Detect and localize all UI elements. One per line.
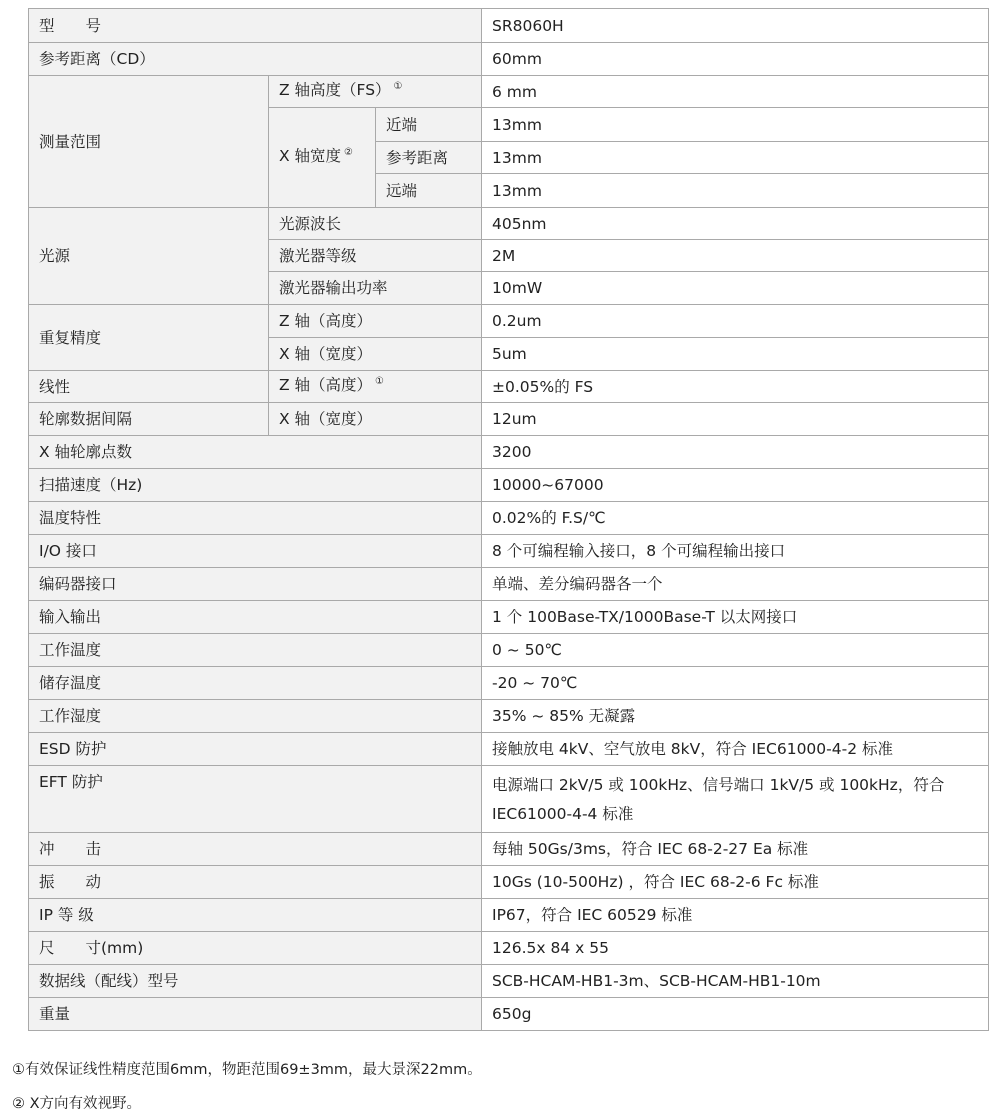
cd-label: 参考距离（CD） (29, 43, 482, 76)
table-row (29, 9, 989, 43)
model-value: SR8060H (482, 9, 989, 43)
near-label: 近端 (376, 108, 482, 142)
table-row (29, 208, 989, 240)
vibration-value: 10Gs (10-500Hz) ，符合 IEC 68-2-6 Fc 标准 (482, 866, 989, 899)
model-label: 型 号 (29, 9, 482, 43)
table-row (29, 766, 989, 833)
work-temp-label: 工作温度 (29, 634, 482, 667)
temp-characteristic-value: 0.02%的 F.S/℃ (482, 502, 989, 535)
z-height-cell (269, 76, 482, 108)
table-row (29, 535, 989, 568)
table-row (29, 932, 989, 965)
repeat-x-value: 5um (482, 338, 989, 371)
shock-value: 每轴 50Gs/3ms，符合 IEC 68-2-27 Ea 标准 (482, 833, 989, 866)
footnote-mark-1: ① (393, 81, 403, 92)
repeat-z-value: 0.2um (482, 305, 989, 338)
linearity-sub-label: Z 轴（高度） (279, 376, 373, 394)
in-out-value: 1 个 100Base-TX/1000Base-T 以太网接口 (482, 601, 989, 634)
x-width-label: X 轴宽度 (279, 147, 342, 165)
humidity-label: 工作湿度 (29, 700, 482, 733)
eft-value-line2: IEC61000-4-4 标准 (492, 805, 634, 823)
wavelength-label: 光源波长 (269, 208, 482, 240)
table-row (29, 998, 989, 1031)
eft-value-cell (482, 766, 989, 833)
weight-value: 650g (482, 998, 989, 1031)
encoder-value: 单端、差分编码器各一个 (482, 568, 989, 601)
measure-range-label: 测量范围 (29, 76, 269, 208)
x-points-value: 3200 (482, 436, 989, 469)
table-row (29, 833, 989, 866)
spec-table (28, 8, 989, 1031)
cable-value: SCB-HCAM-HB1-3m、SCB-HCAM-HB1-10m (482, 965, 989, 998)
linearity-label: 线性 (29, 371, 269, 403)
profile-interval-label: 轮廓数据间隔 (29, 403, 269, 436)
table-row (29, 371, 989, 403)
repeatability-label: 重复精度 (29, 305, 269, 371)
esd-label: ESD 防护 (29, 733, 482, 766)
weight-label: 重量 (29, 998, 482, 1031)
store-temp-value: -20 ~ 70℃ (482, 667, 989, 700)
footnote-mark-1b: ① (375, 376, 385, 387)
ip-value: IP67，符合 IEC 60529 标准 (482, 899, 989, 932)
table-row (29, 866, 989, 899)
light-source-label: 光源 (29, 208, 269, 305)
work-temp-value: 0 ~ 50℃ (482, 634, 989, 667)
scan-speed-label: 扫描速度（Hz) (29, 469, 482, 502)
footnote-mark-2: ② (344, 147, 354, 158)
table-row (29, 502, 989, 535)
ip-label: IP 等 级 (29, 899, 482, 932)
table-row (29, 700, 989, 733)
io-value: 8 个可编程输入接口，8 个可编程输出接口 (482, 535, 989, 568)
cd-value: 60mm (482, 43, 989, 76)
ref-distance-value: 13mm (482, 142, 989, 174)
near-value: 13mm (482, 108, 989, 142)
store-temp-label: 储存温度 (29, 667, 482, 700)
table-row (29, 965, 989, 998)
z-height-value: 6 mm (482, 76, 989, 108)
far-label: 远端 (376, 174, 482, 208)
table-row (29, 305, 989, 338)
table-row (29, 634, 989, 667)
linearity-value: ±0.05%的 FS (482, 371, 989, 403)
humidity-value: 35% ~ 85% 无凝露 (482, 700, 989, 733)
footnote-2: ② X方向有效视野。 (12, 1096, 142, 1112)
linearity-sub-cell (269, 371, 482, 403)
table-row (29, 76, 989, 108)
repeat-z-label: Z 轴（高度） (269, 305, 482, 338)
table-row (29, 436, 989, 469)
footnote-1: ①有效保证线性精度范围6mm，物距范围69±3mm，最大景深22mm。 (12, 1062, 482, 1078)
in-out-label: 输入输出 (29, 601, 482, 634)
table-row (29, 403, 989, 436)
table-row (29, 601, 989, 634)
x-points-label: X 轴轮廓点数 (29, 436, 482, 469)
vibration-label: 振 动 (29, 866, 482, 899)
z-height-label: Z 轴高度（FS） (279, 81, 391, 99)
table-row (29, 667, 989, 700)
scan-speed-value: 10000~67000 (482, 469, 989, 502)
io-label: I/O 接口 (29, 535, 482, 568)
size-label: 尺 寸(mm) (29, 932, 482, 965)
far-value: 13mm (482, 174, 989, 208)
ref-distance-label: 参考距离 (376, 142, 482, 174)
laser-power-label: 激光器输出功率 (269, 272, 482, 305)
esd-value: 接触放电 4kV、空气放电 8kV，符合 IEC61000-4-2 标准 (482, 733, 989, 766)
table-row (29, 469, 989, 502)
shock-label: 冲 击 (29, 833, 482, 866)
wavelength-value: 405nm (482, 208, 989, 240)
temp-characteristic-label: 温度特性 (29, 502, 482, 535)
size-value: 126.5x 84 x 55 (482, 932, 989, 965)
repeat-x-label: X 轴（宽度） (269, 338, 482, 371)
profile-interval-sub-label: X 轴（宽度） (269, 403, 482, 436)
encoder-label: 编码器接口 (29, 568, 482, 601)
x-width-cell (269, 108, 376, 208)
table-row (29, 899, 989, 932)
eft-value-line1: 电源端口 2kV/5 或 100kHz、信号端口 1kV/5 或 100kHz，符合 (492, 776, 945, 794)
table-row (29, 733, 989, 766)
cable-label: 数据线（配线）型号 (29, 965, 482, 998)
laser-class-label: 激光器等级 (269, 240, 482, 272)
laser-class-value: 2M (482, 240, 989, 272)
laser-power-value: 10mW (482, 272, 989, 305)
table-row (29, 43, 989, 76)
profile-interval-value: 12um (482, 403, 989, 436)
eft-label: EFT 防护 (29, 766, 482, 833)
table-row (29, 568, 989, 601)
